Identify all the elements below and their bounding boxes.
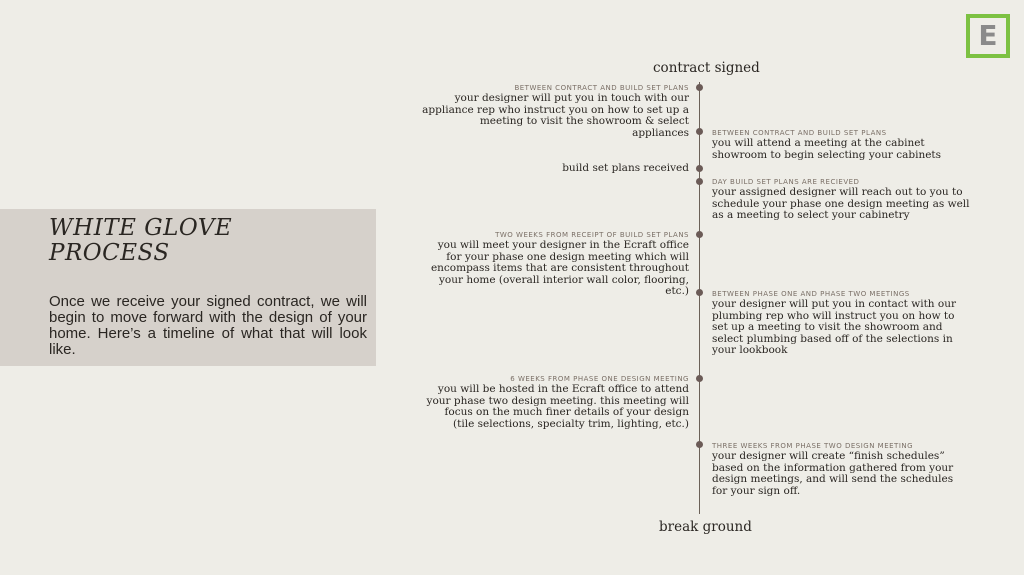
- entry-text: your assigned designer will reach out to you to schedule your phase one design meeting as well as a meeting to select your cabinetry: [712, 186, 970, 221]
- entry-label: THREE WEEKS FROM PHASE TWO DESIGN MEETING: [712, 442, 914, 450]
- timeline-entry: [420, 83, 689, 139]
- timeline-dot: [696, 289, 703, 296]
- timeline-entry: [712, 289, 967, 357]
- entry-label: DAY BUILD SET PLANS ARE RECIEVED: [712, 178, 860, 186]
- timeline-entry: [712, 128, 977, 161]
- entry-label: TWO WEEKS FROM RECEIPT OF BUILD SET PLANS: [495, 231, 689, 239]
- page-title: WHITE GLOVE PROCESS: [49, 215, 233, 266]
- timeline-dot: [696, 375, 703, 382]
- entry-label: 6 WEEKS FROM PHASE ONE DESIGN MEETING: [510, 375, 689, 383]
- entry-text: you will meet your designer in the Ecraft office for your phase one design meeting which will encompass items that are consistent throughout your home (overall interior wall color, flooring, etc.): [430, 239, 689, 297]
- entry-text: your designer will put you in touch with our appliance rep who instruct you on how to set up a meeting to visit the showroom & select appliances: [422, 92, 689, 139]
- entry-text: your designer will put you in contact with our plumbing rep who will instruct you on how to set up a meeting to visit the showroom and select plumbing based off of the selections in your lookbook: [712, 298, 957, 356]
- logo-letter: E: [970, 18, 1006, 54]
- timeline-dot: [696, 441, 703, 448]
- timeline-entry: [712, 177, 977, 222]
- timeline-dot: [696, 128, 703, 135]
- ecraft-logo: [966, 14, 1010, 58]
- entry-label: BETWEEN CONTRACT AND BUILD SET PLANS: [514, 84, 689, 92]
- milestone-start: contract signed: [653, 60, 760, 76]
- timeline-axis: [699, 82, 700, 514]
- timeline-dot: [696, 165, 703, 172]
- entry-label: BETWEEN PHASE ONE AND PHASE TWO MEETINGS: [712, 290, 910, 298]
- timeline-entry: [712, 441, 967, 497]
- timeline-dot: [696, 84, 703, 91]
- intro-text: Once we receive your signed contract, we will begin to move forward with the design of your home. Here’s a timeline of what that will look like.: [49, 293, 367, 358]
- timeline-entry: [420, 374, 689, 430]
- timeline-dot: [696, 231, 703, 238]
- entry-label: BETWEEN CONTRACT AND BUILD SET PLANS: [712, 129, 887, 137]
- milestone-build-set-plans: build set plans received: [562, 162, 689, 174]
- entry-text: your designer will create “finish schedules” based on the information gathered from your design meetings, and will send the schedules for your sign off.: [712, 450, 954, 497]
- entry-text: you will be hosted in the Ecraft office to attend your phase two design meeting. this meeting will focus on the much finer details of your design (tile selections, specialty trim, lighting, etc.): [426, 383, 689, 430]
- timeline-entry: [420, 230, 689, 298]
- milestone-end: break ground: [659, 519, 752, 535]
- entry-text: you will attend a meeting at the cabinet showroom to begin selecting your cabinets: [712, 137, 942, 161]
- timeline-dot: [696, 178, 703, 185]
